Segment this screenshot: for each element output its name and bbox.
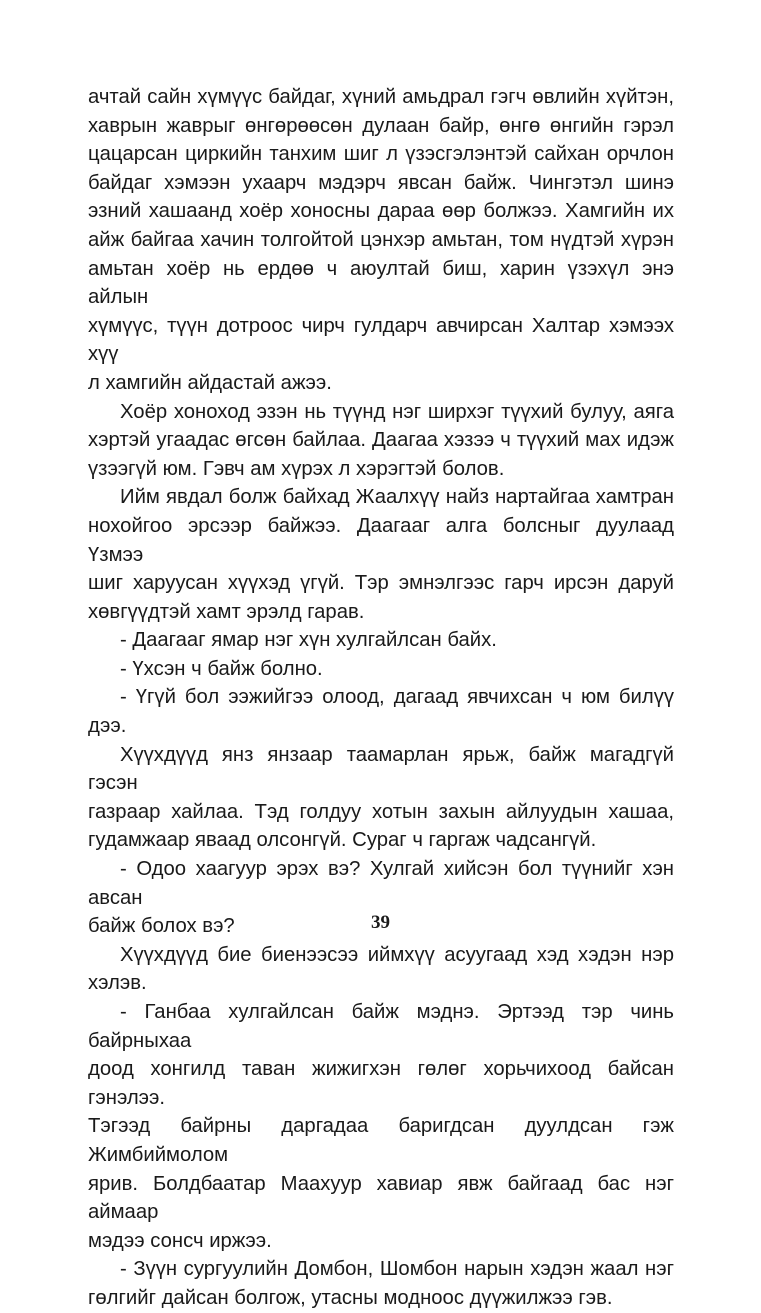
text-line: байдаг хэмээн ухаарч мэдэрч явсан байж. Чингэтэл шинэ bbox=[88, 171, 674, 194]
text-line: газраар хайлаа. Тэд голдуу хотын захын айлуудын хашаа, bbox=[88, 800, 674, 823]
text-line: хэртэй угаадас өгсөн байлаа. Даагаа хэзээ ч түүхий мах идэж bbox=[88, 429, 674, 452]
text-line: Хүүхдүүд бие биенээсээ иймхүү асуугаад хэд хэдэн нэр bbox=[120, 943, 674, 966]
text-line: - Үхсэн ч байж болно. bbox=[120, 657, 323, 680]
text-line: гудамжаар яваад олсонгүй. Сураг ч гаргаж чадсангүй. bbox=[88, 829, 597, 852]
text-line: айж байгаа хачин толгойтой цэнхэр амьтан, том нүдтэй хүрэн bbox=[88, 228, 674, 251]
text-line: нохойгоо эрсээр байжээ. Даагааг алга болсныг дуулаад Үзмээ bbox=[88, 514, 674, 566]
page-number: 39 bbox=[371, 912, 390, 933]
text-line: л хамгийн айдастай ажээ. bbox=[88, 371, 332, 394]
text-line: - Ганбаа хулгайлсан байж мэднэ. Эртээд тэр чинь байрныхаа bbox=[88, 1001, 674, 1052]
text-line: шиг харуусан хүүхэд үгүй. Тэр эмнэлгээс гарч ирсэн даруй bbox=[88, 572, 674, 595]
text-line: хөвгүүдтэй хамт эрэлд гарав. bbox=[88, 600, 365, 623]
body-text bbox=[88, 83, 674, 1313]
text-line: гөлгийг дайсан болгож, утасны модноос дүүжилжээ гэв. bbox=[88, 1286, 613, 1309]
text-line: - Зүүн сургуулийн Домбон, Шомбон нарын хэдэн жаал нэг bbox=[120, 1258, 674, 1281]
text-line: ачтай сайн хүмүүс байдаг, хүний амьдрал гэгч өвлийн хүйтэн, bbox=[88, 86, 674, 108]
text-line: хаврын жаврыг өнгөрөөсөн дулаан байр, өнгө өнгийн гэрэл bbox=[88, 114, 674, 137]
text-line: амьтан хоёр нь ердөө ч аюултай биш, харин үзэхүл энэ айлын bbox=[88, 257, 674, 309]
text-line: хүмүүс, түүн дотроос чирч гулдарч авчирсан Халтар хэмээх хүү bbox=[88, 314, 674, 366]
text-line: үзээгүй юм. Гэвч ам хүрэх л хэрэгтэй болов. bbox=[88, 457, 505, 480]
text-line: Тэгээд байрны даргадаа баригдсан дуулдсан гэж Жимбиймолом bbox=[88, 1115, 674, 1166]
text-line: байж болох вэ? bbox=[88, 915, 235, 938]
text-line: - Үгүй бол ээжийгээ олоод, дагаад явчихсан ч юм билүү дээ. bbox=[88, 686, 674, 738]
text-line: мэдээ сонсч иржээ. bbox=[88, 1229, 272, 1252]
text-line: доод хонгилд таван жижигхэн гөлөг хорьчихоод байсан гэнэлээ. bbox=[88, 1058, 674, 1109]
text-line: эзний хашаанд хоёр хоносны дараа өөр болжээ. Хамгийн их bbox=[88, 200, 674, 223]
text-line: Ийм явдал болж байхад Жаалхүү найз нартайгаа хамтран bbox=[120, 486, 674, 509]
text-line: - Даагааг ямар нэг хүн хулгайлсан байх. bbox=[120, 629, 497, 652]
text-line: - Одоо хаагуур эрэх вэ? Хулгай хийсэн бол түүнийг хэн авсан bbox=[88, 858, 674, 909]
text-line: Хоёр хоноход эзэн нь түүнд нэг ширхэг түүхий булуу, аяга bbox=[120, 400, 674, 423]
text-line: хэлэв. bbox=[88, 972, 147, 995]
text-line: ярив. Болдбаатар Маахуур хавиар явж байгаад бас нэг аймаар bbox=[88, 1172, 674, 1224]
text-line: Хүүхдүүд янз янзаар таамарлан ярьж, байж магадгүй гэсэн bbox=[88, 743, 674, 795]
text-line: цацарсан циркийн танхим шиг л үзэсгэлэнтэй сайхан орчлон bbox=[88, 143, 674, 166]
